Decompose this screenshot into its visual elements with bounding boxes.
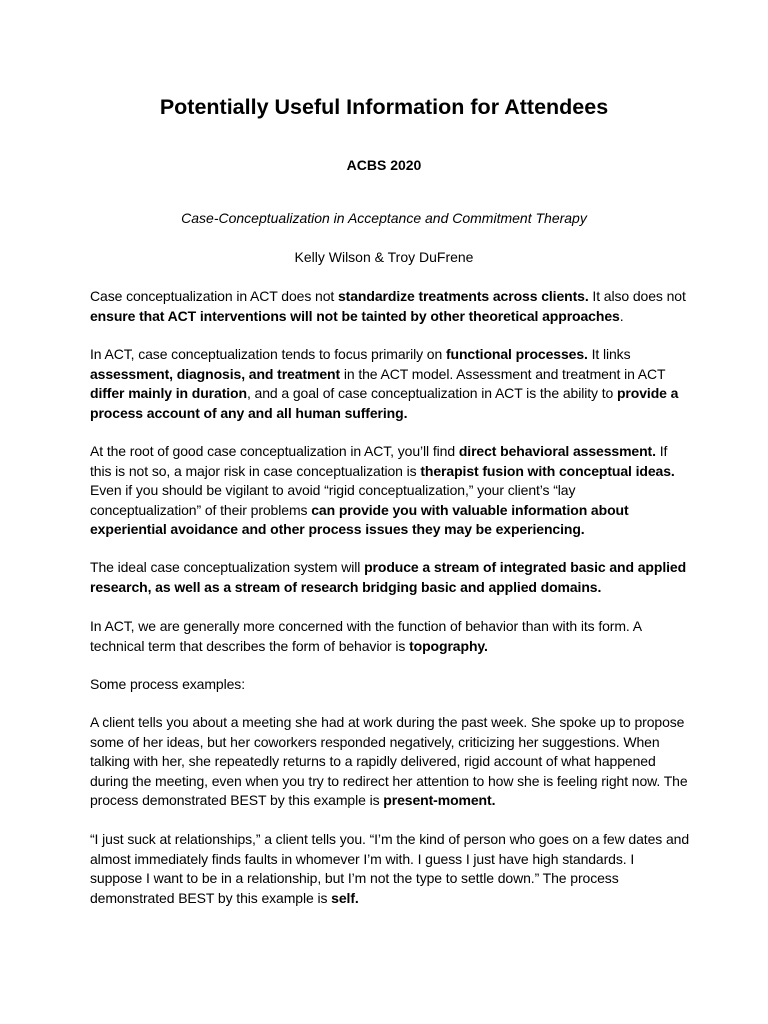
paragraph xyxy=(90,287,690,326)
text-run: . xyxy=(619,307,624,324)
paragraph xyxy=(90,617,690,656)
bold-text: topography. xyxy=(409,637,488,654)
bold-text: self. xyxy=(331,889,359,906)
paragraph xyxy=(90,830,690,908)
text-run: Case conceptualization in ACT does not xyxy=(90,288,338,304)
bold-text: produce a stream of integrated basic and applied research, as well as a stream of research bridging basic and applied domains. xyxy=(90,559,687,595)
paragraph xyxy=(90,558,690,597)
bold-text: assessment, diagnosis, and treatment xyxy=(90,365,341,382)
bold-text: ensure that ACT interventions will not be tainted by other theoretical approaches xyxy=(90,307,620,324)
text-run: The ideal case conceptualization system will xyxy=(90,559,365,575)
text-run: A client tells you about a meeting she had at work during the past week. She spoke up to propose some of her ideas, but her coworkers responded negatively, criticizing her suggestions. When talking with her, she repeatedly returns to a rapidly delivered, rigid account of what happened during the meeting, even when you try to redirect her attention to how she is feeling right now. The process demonstrated BEST by this example is xyxy=(90,714,688,808)
bold-text: present-moment. xyxy=(383,792,496,808)
text-run: At the root of good case conceptualization in ACT, you’ll find xyxy=(90,443,459,459)
paragraph xyxy=(90,713,690,811)
text-run: It also does not xyxy=(588,288,686,304)
text-run: Even if you should be vigilant to avoid “rigid conceptualization,” your client’s “lay conceptualization” of their problems xyxy=(90,482,576,518)
document-title: Potentially Useful Information for Attendees xyxy=(159,95,609,119)
bold-text: differ mainly in duration xyxy=(90,385,247,401)
bold-text: functional processes. xyxy=(445,346,588,362)
session-title: Case-Conceptualization in Acceptance and Commitment Therapy xyxy=(181,210,587,226)
text-run: If this is not so, a major risk in case conceptualization is xyxy=(90,443,668,479)
conference-name: ACBS 2020 xyxy=(346,157,422,173)
paragraph xyxy=(90,345,690,423)
bold-text: can provide you with valuable information about experiential avoidance and other process issues they may be experiencing. xyxy=(90,501,629,537)
text-run: In ACT, we are generally more concerned with the function of behavior than with its form. A technical term that describes the form of behavior is xyxy=(90,618,642,654)
bold-text: provide a process account of any and all human suffering. xyxy=(90,385,679,421)
paragraph xyxy=(90,675,690,695)
text-run: in the ACT model. Assessment and treatment in ACT xyxy=(340,365,666,382)
text-run: “I just suck at relationships,” a client tells you. “I’m the kind of person who goes on a few dates and almost immediately finds faults in whomever I’m with. I guess I just have high standards. I suppose I want to be in a relationship, but I’m not the type to settle down.” The process demonstrated BEST by this example is xyxy=(90,831,690,906)
bold-text: direct behavioral assessment. xyxy=(458,443,656,459)
text-run: , and a goal of case conceptualization in ACT is the ability to xyxy=(246,385,617,401)
bold-text: therapist fusion with conceptual ideas. xyxy=(420,462,675,479)
text-run: It links xyxy=(587,346,631,362)
text-run: In ACT, case conceptualization tends to focus primarily on xyxy=(90,346,446,362)
text-run: Some process examples: xyxy=(90,676,245,692)
bold-text: standardize treatments across clients. xyxy=(338,288,589,304)
paragraph xyxy=(90,442,690,540)
authors: Kelly Wilson & Troy DuFrene xyxy=(294,249,474,265)
